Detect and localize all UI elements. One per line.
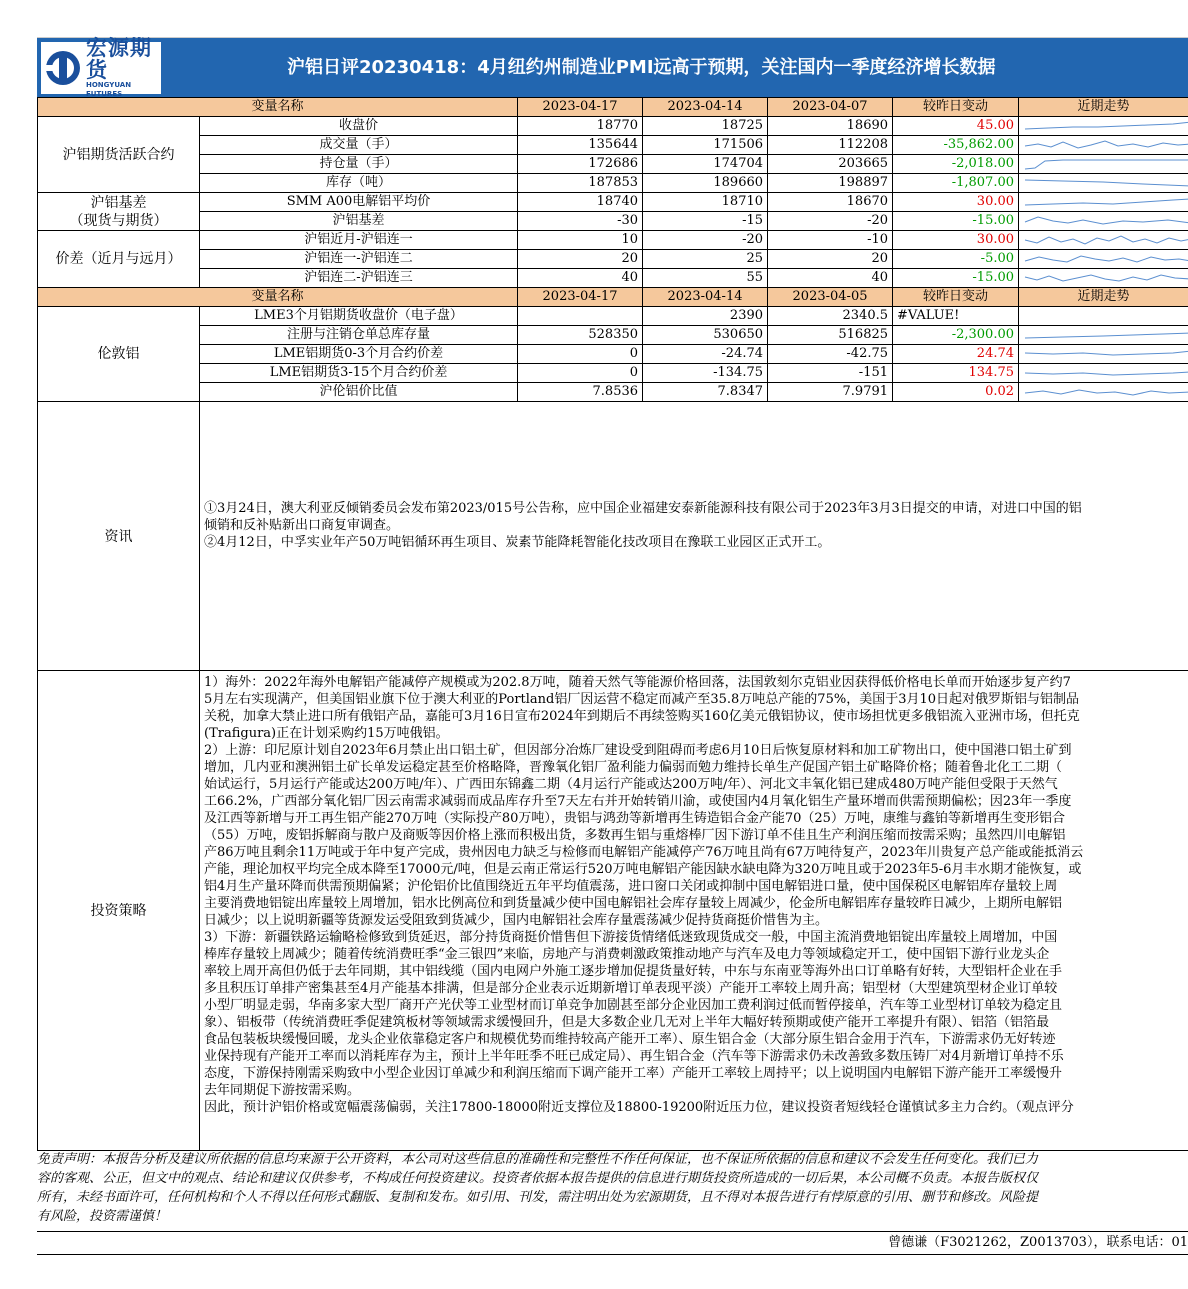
news-line: 倾销和反补贴新出口商复审调查。	[204, 518, 400, 533]
value-cell: 7.8536	[518, 383, 643, 402]
value-cell: 516825	[768, 326, 893, 345]
value-cell: 2390	[643, 307, 768, 326]
row-label: 沪铝近月-沪铝连一	[200, 231, 518, 250]
market-data-table	[37, 97, 1188, 402]
table-row	[38, 269, 1188, 288]
row-label: 沪铝基差	[200, 212, 518, 231]
row-label: 沪伦铝价比值	[200, 383, 518, 402]
row-label: 成交量（手）	[200, 136, 518, 155]
strategy-line: 食品包装板块缓慢回暖，龙头企业依靠稳定客户和规模优势而维持较高产能开工率）、原生铝合金（大部分原生铝合金用于汽车，下游需求仍无好转迹	[204, 1032, 1056, 1047]
strategy-line: 及江西等新增与开工再生铝产能270万吨（实际投产80万吨），贵铝与鸿劲等新增再生铸造铝合金产能70（25）万吨，康维与鑫铂等新增再生变形铝合	[204, 811, 1065, 826]
row-label: LME铝期货3-15个月合约价差	[200, 364, 518, 383]
trend-sparkline	[1019, 155, 1188, 174]
change-cell: #VALUE!	[893, 307, 1019, 326]
value-cell: 25	[643, 250, 768, 269]
strategy-line: 态度，下游保持刚需采购致中小型企业因订单减少和利润压缩而下调产能开工率）产能开工率较上周持平；以上说明国内电解铝下游产能开工率缓慢升	[204, 1066, 1063, 1081]
value-cell: 18725	[643, 117, 768, 136]
value-cell: -42.75	[768, 345, 893, 364]
strategy-line: （55）万吨，废铝拆解商与散户及商贩等因价格上涨而积极出货，多数再生铝与重熔棒厂因下游订单不佳且生产利润压缩而按需采购；虽然四川电解铝	[204, 828, 1066, 843]
value-cell: 18690	[768, 117, 893, 136]
value-cell: 55	[643, 269, 768, 288]
news-line: ①3月24日，澳大利亚反倾销委员会发布第2023/015号公告称，应中国企业福建安泰新能源科技有限公司于2023年3月3日提交的申请，对进口中国的铝	[204, 501, 1082, 516]
strategy-line: 1）海外：2022年海外电解铝产能减停产规模或为202.8万吨，随着天然气等能源价格回落，法国敦刻尔克铝业因获得低价格电长单而开始逐步复产约7	[204, 675, 1071, 690]
value-cell: 198897	[768, 174, 893, 193]
table-header-row	[38, 98, 1188, 117]
author-contact: 曾德谦（F3021262，Z0013703），联系电话：01	[37, 1231, 1188, 1255]
header-date-2: 2023-04-14	[643, 98, 768, 117]
trend-sparkline	[1019, 383, 1188, 402]
value-cell: 7.8347	[643, 383, 768, 402]
value-cell: 2340.5	[768, 307, 893, 326]
disclaimer-line: 有风险，投资需谨慎！	[37, 1209, 168, 1224]
strategy-line: 增加，几内亚和澳洲铝土矿长单发运稳定甚至价格略降，晋豫氧化铝厂盈利能力偏弱而勉力维持长单生产促国产铝土矿略降价格；随着鲁北化工二期（	[204, 760, 1063, 775]
value-cell: 18710	[643, 193, 768, 212]
group-label-london: 伦敦铝	[38, 307, 200, 402]
table-row	[38, 307, 1188, 326]
row-label: 持仓量（手）	[200, 155, 518, 174]
strategy-line: 率较上周开高但仍低于去年同期，其中铝线缆（国内电网户外施工逐步增加促提货量好转，中东与东南亚等海外出口订单略有好转，大型铝杆企业在手	[204, 964, 1063, 979]
header-date-3: 2023-04-05	[768, 288, 893, 307]
header-date-1: 2023-04-17	[518, 288, 643, 307]
change-cell: 30.00	[893, 193, 1019, 212]
row-label: 注册与注销仓单总库存量	[200, 326, 518, 345]
report-title: 沪铝日评20230418：4月纽约州制造业PMI远高于预期，关注国内一季度经济增长数据	[287, 57, 996, 78]
strategy-body	[204, 670, 1188, 1150]
strategy-line: 去年同期促下游按需采购。	[204, 1083, 361, 1098]
trend-sparkline	[1019, 250, 1188, 269]
strategy-line: 日减少；以上说明新疆等货源发运受阻致到货减少，国内电解铝社会库存量震荡减少促持货商挺价惜售为主。	[204, 913, 829, 928]
strategy-line: 多且积压订单排产密集甚至4月产能基本排满，但是部分企业表示近期新增订单表现平淡）产能开工率较上周升高；铝型材（大型建筑型材企业订单较	[204, 981, 1058, 996]
value-cell: 40	[768, 269, 893, 288]
strategy-line: 因此，预计沪铝价格或宽幅震荡偏弱，关注17800-18000附近支撑位及18800-19200附近压力位，建议投资者短线轻仓谨慎试多主力合约。（观点评分	[204, 1100, 1074, 1115]
strategy-label: 投资策略	[38, 670, 200, 1150]
value-cell: 40	[518, 269, 643, 288]
value-cell: 10	[518, 231, 643, 250]
change-cell: -15.00	[893, 212, 1019, 231]
table-row	[38, 155, 1188, 174]
news-section	[37, 402, 1188, 671]
strategy-line: 3）下游：新疆铁路运输略检修致到货延迟，部分持货商挺价惜售但下游接货情绪低迷致现货成交一般，中国主流消费地铝锭出库量较上周增加，中国	[204, 930, 1058, 945]
strategy-line: (Trafigura)正在计划采购约15万吨俄铝。	[204, 726, 449, 741]
disclaimer-line: 免责声明：本报告分析及建议所依据的信息均来源于公开资料，本公司对这些信息的准确性和完整性不作任何保证，也不保证所依据的信息和建议不会发生任何变化。我们已力	[37, 1152, 1039, 1167]
strategy-line: 始试运行，5月运行产能或达200万吨/年）、广西田东锦鑫二期（4月运行产能或达200万吨/年）、河北文丰氧化铝已建成480万吨产能但受限于天然气	[204, 777, 1058, 792]
table-row	[38, 193, 1188, 212]
trend-sparkline	[1019, 345, 1188, 364]
table-row	[38, 364, 1188, 383]
header-variable: 变量名称	[38, 98, 518, 117]
value-cell: 174704	[643, 155, 768, 174]
value-cell: 18770	[518, 117, 643, 136]
table-row	[38, 174, 1188, 193]
table-row	[38, 231, 1188, 250]
hongyuan-logo-icon	[44, 49, 82, 87]
header-trend: 近期走势	[1019, 288, 1188, 307]
strategy-line: 产能，理论加权平均完全成本降至17000元/吨，但是云南正常运行520万吨电解铝产能因缺水缺电降为320万吨且或于2023年5-6月丰水期才能恢复，或	[204, 862, 1082, 877]
value-cell: -20	[768, 212, 893, 231]
strategy-line: 产86万吨且剩余11万吨或于年中复产完成，贵州因电力缺乏与检修而电解铝产能减停产76万吨且尚有67万吨待复产，2023年川贵复产总产能或能抵消云	[204, 845, 1084, 860]
value-cell: 7.9791	[768, 383, 893, 402]
row-label: 库存（吨）	[200, 174, 518, 193]
logo-chinese-name: 宏源期货	[86, 36, 152, 82]
header-date-2: 2023-04-14	[643, 288, 768, 307]
table-row	[38, 136, 1188, 155]
value-cell: 18740	[518, 193, 643, 212]
change-cell: -5.00	[893, 250, 1019, 269]
strategy-line: 关税，加拿大禁止进口所有俄铝产品，嘉能可3月16日宣布2024年到期后不再续签购买160亿美元俄铝协议，使市场担忧更多俄铝流入亚洲市场，但托克	[204, 709, 1080, 724]
value-cell: 171506	[643, 136, 768, 155]
value-cell: 187853	[518, 174, 643, 193]
value-cell: 112208	[768, 136, 893, 155]
group-label-active-contract: 沪铝期货活跃合约	[38, 117, 200, 193]
row-label: 沪铝连二-沪铝连三	[200, 269, 518, 288]
logo-english-name: HONGYUAN FUTURES	[86, 81, 132, 98]
header-change: 较昨日变动	[893, 288, 1019, 307]
value-cell: 135644	[518, 136, 643, 155]
row-label: LME3个月铝期货收盘价（电子盘）	[200, 307, 518, 326]
value-cell: 172686	[518, 155, 643, 174]
trend-sparkline	[1019, 364, 1188, 383]
trend-sparkline	[1019, 326, 1188, 345]
value-cell	[518, 307, 643, 326]
disclaimer	[37, 1150, 1188, 1226]
company-logo	[41, 36, 161, 98]
header-date-1: 2023-04-17	[518, 98, 643, 117]
change-cell: -15.00	[893, 269, 1019, 288]
disclaimer-line: 所有，未经书面许可，任何机构和个人不得以任何形式翻版、复制和发布。如引用、刊发，需注明出处为宏源期货，且不得对本报告进行有悖原意的引用、删节和修改。风险提	[37, 1190, 1039, 1205]
trend-sparkline	[1019, 231, 1188, 250]
table-row	[38, 250, 1188, 269]
value-cell: 20	[768, 250, 893, 269]
value-cell: -134.75	[643, 364, 768, 383]
change-cell: -1,807.00	[893, 174, 1019, 193]
change-cell: 45.00	[893, 117, 1019, 136]
trend-sparkline	[1019, 212, 1188, 231]
news-label: 资讯	[38, 402, 200, 670]
strategy-line: 棒库存量较上周减少；随着传统消费旺季“金三银四”来临，房地产与消费刺激政策推动地产与汽车及电力等领域稳定开工，使中国铝下游行业龙头企	[204, 947, 1050, 962]
report-header	[37, 37, 1188, 98]
trend-sparkline	[1019, 174, 1188, 193]
group-label-line: 沪铝基差	[90, 194, 147, 211]
strategy-line: 工66.2%，广西部分氧化铝厂因云南需求减弱而成品库存升至7天左右并开始转销川渝，或使国内4月氧化铝生产量环增而供需预期偏松；因23年一季度	[204, 794, 1072, 809]
strategy-line: 业保持现有产能开工率而以消耗库存为主，预计上半年旺季不旺已成定局）、再生铝合金（汽车等下游需求仍未改善致多数压铸厂对4月新增订单持不乐	[204, 1049, 1064, 1064]
trend-sparkline	[1019, 117, 1188, 136]
strategy-line: 铝4月生产量环降而供需预期偏紧；沪伦铝价比值围绕近五年平均值震荡，进口窗口关闭或抑制中国电解铝进口量，使中国保税区电解铝库存量较上周	[204, 879, 1058, 894]
strategy-line: 象）、铝板带（传统消费旺季促建筑板材等领域需求缓慢回升，但是大多数企业几无对上半年大幅好转预期或使产能开工率提升有限）、铝箔（铝箔最	[204, 1015, 1050, 1030]
strategy-line: 5月左右实现满产，但美国铝业旗下位于澳大利亚的Portland铝厂因运营不稳定而减产至35.8万吨总产能的75%，美国于3月10日起对俄罗斯铝与铝制品	[204, 692, 1080, 707]
table-row	[38, 383, 1188, 402]
header-date-3: 2023-04-07	[768, 98, 893, 117]
strategy-section	[37, 670, 1188, 1151]
value-cell: 0	[518, 345, 643, 364]
value-cell: 530650	[643, 326, 768, 345]
disclaimer-line: 容的客观、公正，但文中的观点、结论和建议仅供参考，不构成任何投资建议。投资者依据本报告提供的信息进行期货投资所造成的一切后果，本公司概不负责。本报告版权仅	[37, 1171, 1039, 1186]
trend-sparkline	[1019, 193, 1188, 212]
change-cell: 30.00	[893, 231, 1019, 250]
table-header-row	[38, 288, 1188, 307]
change-cell: 0.02	[893, 383, 1019, 402]
group-label-basis	[38, 193, 200, 231]
value-cell: -15	[643, 212, 768, 231]
value-cell: 189660	[643, 174, 768, 193]
trend-sparkline	[1019, 269, 1188, 288]
table-row	[38, 345, 1188, 364]
value-cell: -24.74	[643, 345, 768, 364]
table-row	[38, 212, 1188, 231]
value-cell: -30	[518, 212, 643, 231]
value-cell: -10	[768, 231, 893, 250]
header-trend: 近期走势	[1019, 98, 1188, 117]
news-body	[204, 402, 1188, 670]
strategy-line: 主要消费地铝锭出库量较上周增加，铝水比例高位和到货量减少使中国电解铝社会库存量较上周减少，伦金所电解铝库存量较昨日减少，上期所电解铝	[204, 896, 1063, 911]
row-label: LME铝期货0-3个月合约价差	[200, 345, 518, 364]
change-cell: 134.75	[893, 364, 1019, 383]
trend-sparkline	[1019, 136, 1188, 155]
value-cell: -151	[768, 364, 893, 383]
change-cell: 24.74	[893, 345, 1019, 364]
table-row	[38, 117, 1188, 136]
change-cell: -35,862.00	[893, 136, 1019, 155]
value-cell: 20	[518, 250, 643, 269]
group-label-line: （现货与期货）	[69, 212, 168, 229]
news-line: ②4月12日，中孚实业年产50万吨铝循环再生项目、炭素节能降耗智能化技改项目在豫联工业园区正式开工。	[204, 535, 831, 550]
row-label: 收盘价	[200, 117, 518, 136]
strategy-line: 2）上游：印尼原计划自2023年6月禁止出口铝土矿，但因部分冶炼厂建设受到阻碍而考虑6月10日后恢复原材料和加工矿物出口，使中国港口铝土矿到	[204, 743, 1072, 758]
change-cell: -2,300.00	[893, 326, 1019, 345]
value-cell: 203665	[768, 155, 893, 174]
row-label: SMM A00电解铝平均价	[200, 193, 518, 212]
table-row	[38, 326, 1188, 345]
strategy-line: 小型厂明显走弱，华南多家大型厂商开产光伏等工业型材而订单竞争加剧甚至部分企业因加工费利润过低而暂停接单，汽车等工业型材订单较为稳定且	[204, 998, 1063, 1013]
row-label: 沪铝连一-沪铝连二	[200, 250, 518, 269]
header-variable: 变量名称	[38, 288, 518, 307]
trend-sparkline	[1019, 307, 1188, 326]
header-change: 较昨日变动	[893, 98, 1019, 117]
value-cell: 528350	[518, 326, 643, 345]
value-cell: 0	[518, 364, 643, 383]
value-cell: 18670	[768, 193, 893, 212]
group-label-spread: 价差（近月与远月）	[38, 231, 200, 288]
change-cell: -2,018.00	[893, 155, 1019, 174]
value-cell: -20	[643, 231, 768, 250]
